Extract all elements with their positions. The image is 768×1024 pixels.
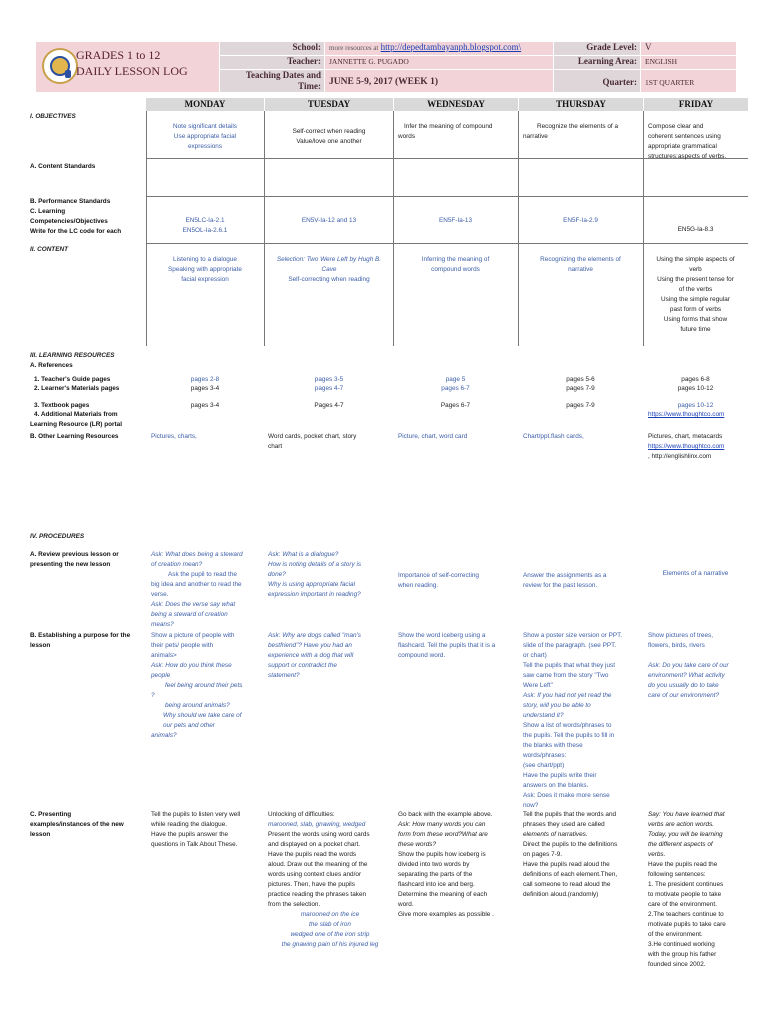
school-label: School: — [220, 42, 324, 55]
procedure-a-tuesday: Ask: What is a dialogue? How is noting details of a story is done? Why is using appropriate facial expression important in reading? — [268, 551, 362, 598]
dates-label-line2: Time: — [298, 81, 321, 91]
objectives-tuesday: Self-correct when reading Value/love one another — [292, 128, 366, 145]
content-title: II. CONTENT — [30, 246, 68, 253]
logo-block — [36, 42, 219, 92]
lm-monday: pages 3-4 — [190, 385, 220, 392]
objectives-wednesday: Infer the meaning of compound words — [398, 123, 493, 140]
thoughtco-link[interactable]: https://www.thoughtco.com — [648, 443, 725, 450]
grade-level-value: V — [641, 42, 736, 55]
procedure-b-wednesday: Show the word iceberg using a flashcard. Tell the pupils that it is a compound word. — [398, 632, 496, 659]
competency-thursday: EN5F-Ia-2.9 — [563, 217, 598, 224]
day-header-friday: FRIDAY — [644, 98, 748, 111]
lm-pages-label: 2. Learner's Materials pages — [34, 385, 120, 392]
procedure-a-label: A. Review previous lesson or presenting the new lesson — [30, 551, 119, 568]
grade-level-label: Grade Level: — [554, 42, 640, 55]
tb-thursday: pages 7-9 — [566, 402, 595, 409]
day-header-tuesday: TUESDAY — [265, 98, 393, 111]
tg-tuesday: pages 3-5 — [314, 376, 344, 383]
lm-tuesday: pages 4-7 — [314, 385, 344, 392]
procedure-b-tuesday: Ask: Why are dogs called "man's bestfriend"? Have you had an experience with a dog that will support or contradict the statement? — [268, 632, 361, 679]
other-thursday: Chart/ppt.flash cards, — [523, 433, 584, 440]
procedure-a-wednesday: Importance of self-correcting when reading. — [398, 572, 479, 589]
teacher-value: JANNETTE G. PUGADO — [325, 56, 553, 69]
logo-title: GRADES 1 to 12 — [76, 48, 161, 62]
tb-tuesday: Pages 4-7 — [314, 402, 344, 409]
procedure-a-thursday: Answer the assignments as a review for the past lesson. — [523, 572, 607, 589]
procedure-c-wednesday: Go back with the example above. Ask: How many words you can form from these word?What are these words? Show the pupils how iceberg is divided into two words by separating the parts of the flashcard into ice and berg. Determine the meaning of each word. Give more examples as possible . — [398, 811, 494, 918]
day-header-thursday: THURSDAY — [519, 98, 643, 111]
additional-link-friday[interactable]: https://www.thoughtco.com — [648, 411, 725, 418]
teacher-label: Teacher: — [220, 56, 324, 69]
school-value-text: more resources at — [329, 44, 379, 52]
content-monday: Listening to a dialogue Speaking with appropriate facial expression — [168, 256, 242, 283]
procedure-b-thursday: Show a poster size version or PPT. slide of the paragraph. (see PPT. or chart) Tell the pupils that what they just saw came from the story "Two Were Left" Ask: If you had not yet read the story, will you be able to understand it? Show a list of words/phrases to the pupils. Tell the pupils to fill in the blanks with these words/phrases: (see chart/ppt) Have the pupils write their answers on the blanks. Ask: Does it make more sense now? — [523, 632, 623, 809]
deped-seal-icon — [42, 48, 78, 84]
day-header-monday: MONDAY — [146, 98, 264, 111]
tg-pages-label: 1. Teacher's Guide pages — [34, 376, 111, 383]
other-resources-label: B. Other Learning Resources — [30, 433, 119, 440]
dates-label-line1: Teaching Dates and — [245, 70, 321, 80]
procedure-b-label: B. Establishing a purpose for the lesson — [30, 632, 131, 649]
school-value — [325, 42, 553, 55]
procedure-c-label: C. Presenting examples/instances of the new lesson — [30, 811, 124, 838]
lm-wednesday: pages 6-7 — [441, 385, 470, 392]
resources-title: III. LEARNING RESOURCES — [30, 352, 115, 359]
references-label: A. References — [30, 362, 73, 369]
quarter-label: Quarter: — [554, 70, 640, 92]
procedure-c-tuesday: Unlocking of difficulties: marooned, slab, gnawing, wedged Present the words using word cards and displayed on a pocket chart. Have the pupils read the words aloud. Draw out the meaning of the words using context clues and/or pictures. Then, have the pupils practice reading the phrases taken from the selection. marooned on the ice the slab of iron wedged one of the iron strip the gnawing pain of his injured leg — [268, 811, 379, 948]
procedure-c-monday: Tell the pupils to listen very well while reading the dialogue. Have the pupils answer the questions in Talk About These. — [151, 811, 241, 848]
procedure-b-monday: Show a picture of people with their pets/ people with animals> Ask: How do you think these people feel being around their pets ? being around animals? Why should we take care of our pets and other animals? — [151, 632, 243, 739]
performance-standards-label: B. Performance Standards — [30, 198, 111, 205]
content-wednesday: Inferring the meaning of compound words — [421, 256, 490, 273]
day-header-wednesday: WEDNESDAY — [394, 98, 518, 111]
tg-wednesday: page 5 — [445, 376, 466, 383]
procedure-a-monday: Ask: What does being a steward of creation mean? Ask the pupil to read the big idea and another to read the verse. Ask: Does the verse say what being a steward of creation means? — [151, 551, 243, 628]
dates-value: JUNE 5-9, 2017 (WEEK 1) — [325, 70, 553, 92]
objectives-thursday: Recognize the elements of a narrative — [523, 123, 618, 140]
content-thursday: Recognizing the elements of narrative — [540, 256, 621, 273]
other-tuesday: Word cards, pocket chart, story chart — [268, 433, 357, 450]
tg-friday: pages 6-8 — [681, 376, 710, 383]
content-tuesday: Selection: Two Were Left by Hugh B. Cave Self-correcting when reading — [276, 256, 382, 283]
school-link[interactable]: http://depedtambayanph.blogspot.com\ — [380, 42, 522, 52]
tg-thursday: pages 5-6 — [566, 376, 595, 383]
tb-friday: pages 10-12 — [677, 402, 714, 409]
textbook-pages-label: 3. Textbook pages — [34, 402, 90, 409]
procedures-title: IV. PROCEDURES — [30, 533, 85, 540]
lr-portal-label: Learning Resource (LR) portal — [30, 421, 122, 428]
objectives-friday: Compose clear and coherent sentences using appropriate grammatical structures:aspects of verbs. — [648, 123, 727, 160]
procedure-b-friday: Show pictures of trees, flowers, birds, rivers Ask: Do you take care of our environment? What activity do you usually do to take care of our environment? — [648, 632, 729, 699]
competency-friday: EN5G-Ia-8.3 — [677, 226, 714, 233]
other-friday: Pictures, chart, metacards https://www.thoughtco.com , http://englishlinx.com — [648, 432, 746, 462]
competencies-label: C. Learning Competencies/Objectives Write for the LC code for each — [30, 208, 122, 235]
competency-monday: EN5LC-Ia-2.1 EN5OL-Ia-2.6.1 — [182, 217, 228, 234]
procedure-c-thursday: Tell the pupils that the words and phrases they used are called elements of narratives. Direct the pupils to the definitions on pages 7-9. Have the pupils read aloud the definitions of each element.Then, call someone to read aloud the definition aloud.(randomly) — [523, 811, 618, 898]
lesson-log-header — [36, 42, 736, 92]
dates-label — [220, 70, 324, 92]
content-friday: Using the simple aspects of verb Using the present tense for of the verbs Using the simple regular past form of verbs Using forms that show future time — [656, 256, 735, 333]
learning-area-label: Learning Area: — [554, 56, 640, 69]
competency-tuesday: EN5V-Ia-12 and 13 — [301, 217, 357, 224]
tb-wednesday: Pages 6-7 — [440, 402, 471, 409]
objectives-monday: Note significant details Use appropriate facial expressions — [173, 123, 237, 150]
objectives-title: I. OBJECTIVES — [30, 113, 76, 120]
procedure-a-friday: Elements of a narrative — [662, 570, 729, 577]
learning-area-value: ENGLISH — [641, 56, 736, 69]
procedure-c-friday: Say: You have learned that verbs are action words. Today, you will be learning the different aspects of verbs. Have the pupils read the following sentences: 1. The president continues to motivate people to take care of the environment. 2.The teachers continue to motivate pupils to take care of the environment. 3.He continued working with the group his father founded since 2002. — [648, 811, 726, 968]
quarter-value: 1ST QUARTER — [641, 70, 736, 92]
lm-thursday: pages 7-9 — [566, 385, 595, 392]
other-wednesday: Picture, chart, word card — [398, 433, 468, 440]
competency-wednesday: EN5F-Ia-13 — [438, 217, 473, 224]
logo-subtitle: DAILY LESSON LOG — [76, 64, 188, 78]
other-monday: Pictures, charts, — [151, 433, 197, 440]
lm-friday: pages 10-12 — [677, 385, 714, 392]
content-standards-label: A. Content Standards — [30, 163, 96, 170]
tg-monday: pages 2-8 — [190, 376, 220, 383]
additional-materials-label: 4. Additional Materials from — [34, 411, 118, 418]
tb-monday: pages 3-4 — [190, 402, 220, 409]
